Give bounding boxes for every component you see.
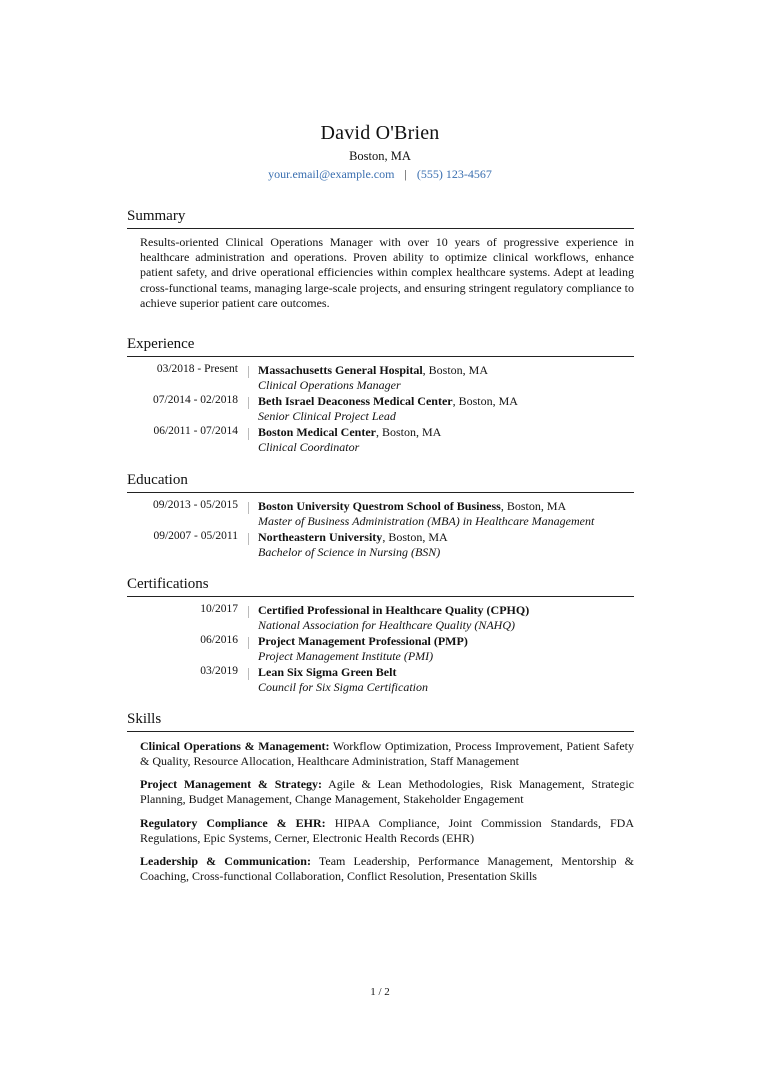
section-divider [127,492,634,493]
skill-category: Leadership & Communication: [140,854,311,868]
candidate-name: David O'Brien [320,122,440,144]
entry-date: 03/2019 [200,665,238,677]
entry-organization: Beth Israel Deaconess Medical Center [258,394,453,408]
entry-location: , Boston, MA [375,425,442,439]
skill-category: Clinical Operations & Management: [140,739,330,753]
section-title-skills: Skills [127,711,162,727]
entry-date: 03/2018 - Present [156,363,238,375]
section-divider [127,228,634,229]
entry-content [258,499,594,529]
entry-degree: Master of Business Administration (MBA) in Healthcare Management [258,514,595,528]
entry-role: Clinical Coordinator [258,440,360,454]
experience-entry [127,363,634,393]
section-title-experience: Experience [127,336,195,352]
education-entry [127,499,634,529]
email-link[interactable]: your.email@example.com [268,167,395,181]
section-divider [127,356,634,357]
entry-location: , Boston, MA [422,363,489,377]
skill-category: Project Management & Strategy: [140,777,323,791]
skill-group [140,739,634,769]
entry-location: , Boston, MA [382,530,448,544]
entry-content [258,425,441,455]
entry-organization: Massachusetts General Hospital [258,363,423,377]
entry-organization: Northeastern University [258,530,383,544]
skill-category: Regulatory Compliance & EHR: [140,816,326,830]
skill-group [140,816,634,846]
entry-divider [248,397,249,409]
skill-items: HIPAA Compliance, Joint Commission Standards, FDA Regulations, Epic Systems, Cerner, Electronic Health Records (EHR) [140,816,634,846]
entry-date: 07/2014 - 02/2018 [153,394,238,406]
certification-issuer: National Association for Healthcare Quality (NAHQ) [258,618,515,632]
entry-date: 10/2017 [200,603,238,615]
skill-items: Workflow Optimization, Process Improvement, Patient Safety & Quality, Resource Allocation, Healthcare Administration, Staff Management [140,739,634,769]
education-entry [127,530,634,560]
phone-link[interactable]: (555) 123-4567 [416,167,492,181]
entry-degree: Bachelor of Science in Nursing (BSN) [258,545,441,559]
section-title-certifications: Certifications [127,576,209,592]
entry-organization: Boston Medical Center [258,425,376,439]
entry-date: 06/2011 - 07/2014 [153,425,238,437]
certification-entry [127,603,634,633]
entry-divider [248,668,249,680]
entry-content [258,363,488,393]
candidate-location: Boston, MA [349,149,411,163]
entry-divider [248,606,249,618]
certification-name: Lean Six Sigma Green Belt [258,665,397,679]
contact-separator: | [404,167,407,181]
certification-entry [127,634,634,664]
entry-divider [248,366,249,378]
certification-name: Certified Professional in Healthcare Quality (CPHQ) [258,603,530,617]
entry-location: , Boston, MA [500,499,567,513]
entry-location: , Boston, MA [452,394,518,408]
entry-role: Clinical Operations Manager [258,378,401,392]
certification-issuer: Council for Six Sigma Certification [258,680,428,694]
entry-organization: Boston University Questrom School of Business [258,499,501,513]
certification-entry [127,665,634,695]
summary-text: Results-oriented Clinical Operations Manager with over 10 years of progressive experience in healthcare administration and operations. Proven ability to optimize clinical workflows, enhance patient safety, and drive operational efficiencies within complex healthcare systems. Adept at leading cross-functional teams, managing large-scale projects, and ensuring stringent regulatory compliance to achieve superior patient care outcomes. [140,235,634,310]
entry-divider [248,502,249,514]
entry-role: Senior Clinical Project Lead [258,409,396,423]
page-number: 1 / 2 [370,986,390,998]
entry-content [258,634,468,664]
contact-line [0,167,760,182]
section-divider [127,731,634,732]
certification-name: Project Management Professional (PMP) [258,634,468,648]
entry-content [258,530,448,560]
entry-divider [248,533,249,545]
entry-content [258,665,428,695]
entry-divider [248,637,249,649]
entry-date: 09/2007 - 05/2011 [153,530,238,542]
skill-items: Agile & Lean Methodologies, Risk Management, Strategic Planning, Budget Management, Change Management, Stakeholder Engagement [140,777,634,807]
experience-entry [127,394,634,424]
skill-group [140,854,634,884]
experience-entry [127,425,634,455]
entry-date: 09/2013 - 05/2015 [153,499,238,511]
skill-items: Team Leadership, Performance Management, Mentorship & Coaching, Cross-functional Collaboration, Conflict Resolution, Presentation Skills [140,854,635,884]
entry-content [258,603,529,633]
certification-issuer: Project Management Institute (PMI) [258,649,434,663]
skill-group [140,777,634,807]
section-title-summary: Summary [127,208,186,224]
entry-divider [248,428,249,440]
entry-date: 06/2016 [200,634,238,646]
section-divider [127,596,634,597]
section-title-education: Education [127,472,188,488]
entry-content [258,394,518,424]
